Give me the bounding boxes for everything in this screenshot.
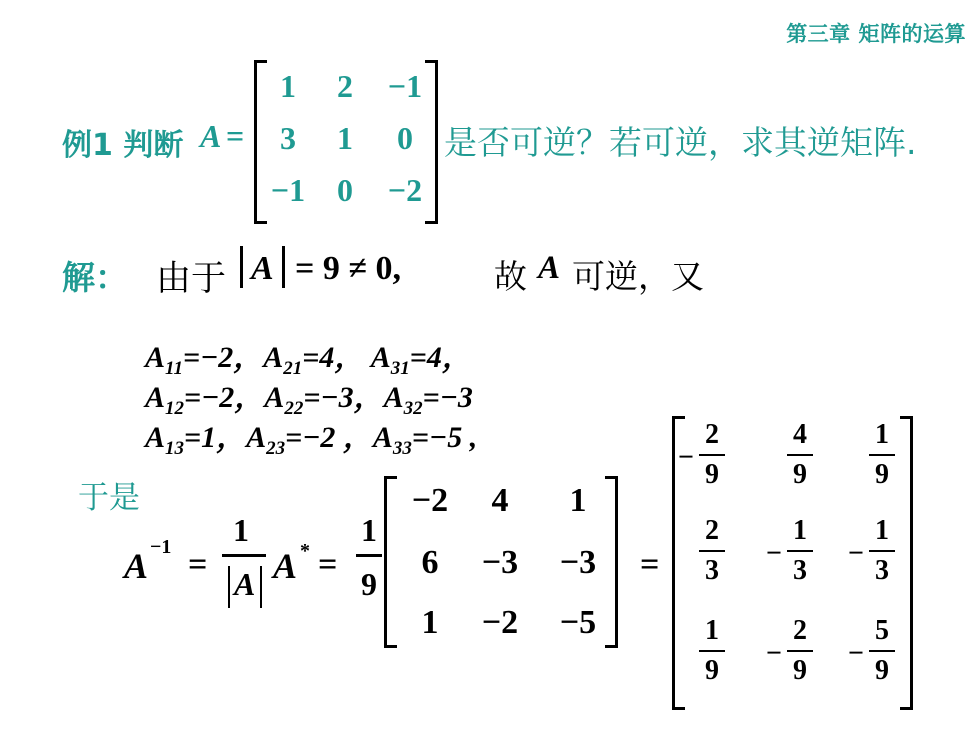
det-bar-left [240, 246, 243, 288]
example-suffix: 是否可逆？若可逆，求其逆矩阵. [444, 123, 917, 162]
example-matrix-cell: 1 [280, 68, 296, 104]
fraction-bar [869, 550, 895, 552]
fraction-bar [699, 650, 725, 652]
fraction-denominator: 3 [875, 555, 889, 586]
solution-text-3: 可逆，又 [572, 257, 704, 296]
solution-matrix-name: A [538, 250, 561, 286]
fraction-bar [787, 454, 813, 456]
inverse-det-bar-left [228, 566, 230, 608]
result-fraction [787, 514, 813, 588]
fraction-numerator: 4 [793, 419, 807, 450]
adjugate-matrix-cell: −3 [481, 544, 519, 581]
adjugate-matrix-cell: −5 [559, 604, 597, 641]
result-fraction [699, 514, 725, 588]
result-fraction [699, 614, 725, 688]
inverse-frac-bar [222, 554, 266, 557]
solution-text-2: 故 [494, 257, 527, 296]
adj-matrix-left-bracket [384, 476, 397, 648]
det-bar-right [282, 246, 285, 288]
inverse-lhs: A [124, 546, 149, 586]
fraction-denominator: 3 [793, 555, 807, 586]
example-matrix-cell: −1 [270, 172, 306, 208]
example-matrix-cell: 0 [397, 120, 413, 156]
equals-1: = [188, 546, 208, 583]
fraction-bar [787, 650, 813, 652]
result-fraction [787, 614, 813, 688]
inverse-lhs-sup: −1 [150, 536, 172, 558]
fraction-numerator: 2 [705, 515, 719, 546]
example-matrix-cell: 2 [337, 68, 353, 104]
fraction-bar [869, 454, 895, 456]
inverse-det-bar-right [260, 566, 262, 608]
fraction-numerator: 1 [705, 615, 719, 646]
solution-label: 解： [62, 258, 128, 297]
example-equals: = [226, 118, 245, 154]
inverse-det-name: A [234, 566, 256, 602]
adjugate-matrix-cell: 6 [421, 544, 439, 581]
result-minus-sign: − [848, 538, 864, 569]
equals-2: = [318, 546, 338, 583]
adjugate-sup: * [300, 540, 310, 562]
cofactor-row-1: $A_{11}=-2$，$A_{21}=4$， $A_{31}=4$， [145, 341, 472, 379]
det-expression: = 9 ≠ 0, [295, 250, 402, 287]
result-fraction [699, 418, 725, 492]
fraction-denominator: 9 [793, 655, 807, 686]
adjugate-matrix-cell: −3 [559, 544, 597, 581]
fraction-denominator: 9 [875, 655, 889, 686]
fraction-denominator: 9 [793, 459, 807, 490]
result-minus-sign: − [848, 638, 864, 669]
therefore-label: 于是 [78, 480, 140, 516]
adjugate-matrix-cell: −2 [411, 482, 449, 519]
adjugate-matrix-cell: 1 [569, 482, 587, 519]
result-minus-sign: − [766, 638, 782, 669]
scalar-den: 9 [361, 566, 377, 602]
fraction-numerator: 1 [875, 515, 889, 546]
result-matrix-right-bracket [900, 416, 913, 710]
scalar-bar [356, 554, 382, 557]
fraction-denominator: 9 [705, 655, 719, 686]
fraction-numerator: 1 [793, 515, 807, 546]
cofactor-row-2: $A_{12}=-2$，$A_{22}=-3$，$A_{32}=-3$ [145, 381, 473, 419]
fraction-bar [699, 550, 725, 552]
result-minus-sign: − [678, 442, 694, 473]
equals-3: = [640, 546, 660, 583]
fraction-bar [869, 650, 895, 652]
result-minus-sign: − [766, 538, 782, 569]
fraction-bar [699, 454, 725, 456]
fraction-numerator: 2 [705, 419, 719, 450]
result-fraction [787, 418, 813, 492]
adjugate-matrix-cell: 1 [421, 604, 439, 641]
example-matrix-cell: 3 [280, 120, 296, 156]
fraction-numerator: 1 [875, 419, 889, 450]
fraction-numerator: 2 [793, 615, 807, 646]
example-matrix-cell: 0 [337, 172, 353, 208]
adjugate-symbol: A [273, 546, 298, 586]
fraction-denominator: 9 [875, 459, 889, 490]
adjugate-matrix-cell: −2 [481, 604, 519, 641]
example-matrix-cell: −1 [387, 68, 423, 104]
example-prefix: 例1 判断 [62, 128, 184, 163]
chapter-title: 第三章 矩阵的运算 [786, 22, 966, 46]
solution-text-1: 由于 [156, 259, 227, 299]
example-matrix-cell: 1 [337, 120, 353, 156]
example-matrix-name: A [200, 118, 222, 154]
result-fraction [869, 614, 895, 688]
example-matrix-cell: −2 [387, 172, 423, 208]
fraction-numerator: 5 [875, 615, 889, 646]
cofactor-row-3: $A_{13}=1$，$A_{23}=-2$ ，$A_{33}=-5$ , [145, 421, 478, 459]
scalar-num: 1 [361, 512, 377, 548]
fraction-denominator: 9 [705, 459, 719, 490]
result-fraction [869, 514, 895, 588]
fraction-denominator: 3 [705, 555, 719, 586]
det-matrix-name: A [251, 250, 274, 287]
result-fraction [869, 418, 895, 492]
fraction-bar [787, 550, 813, 552]
adjugate-matrix-cell: 4 [491, 482, 509, 519]
inverse-one: 1 [233, 512, 249, 548]
